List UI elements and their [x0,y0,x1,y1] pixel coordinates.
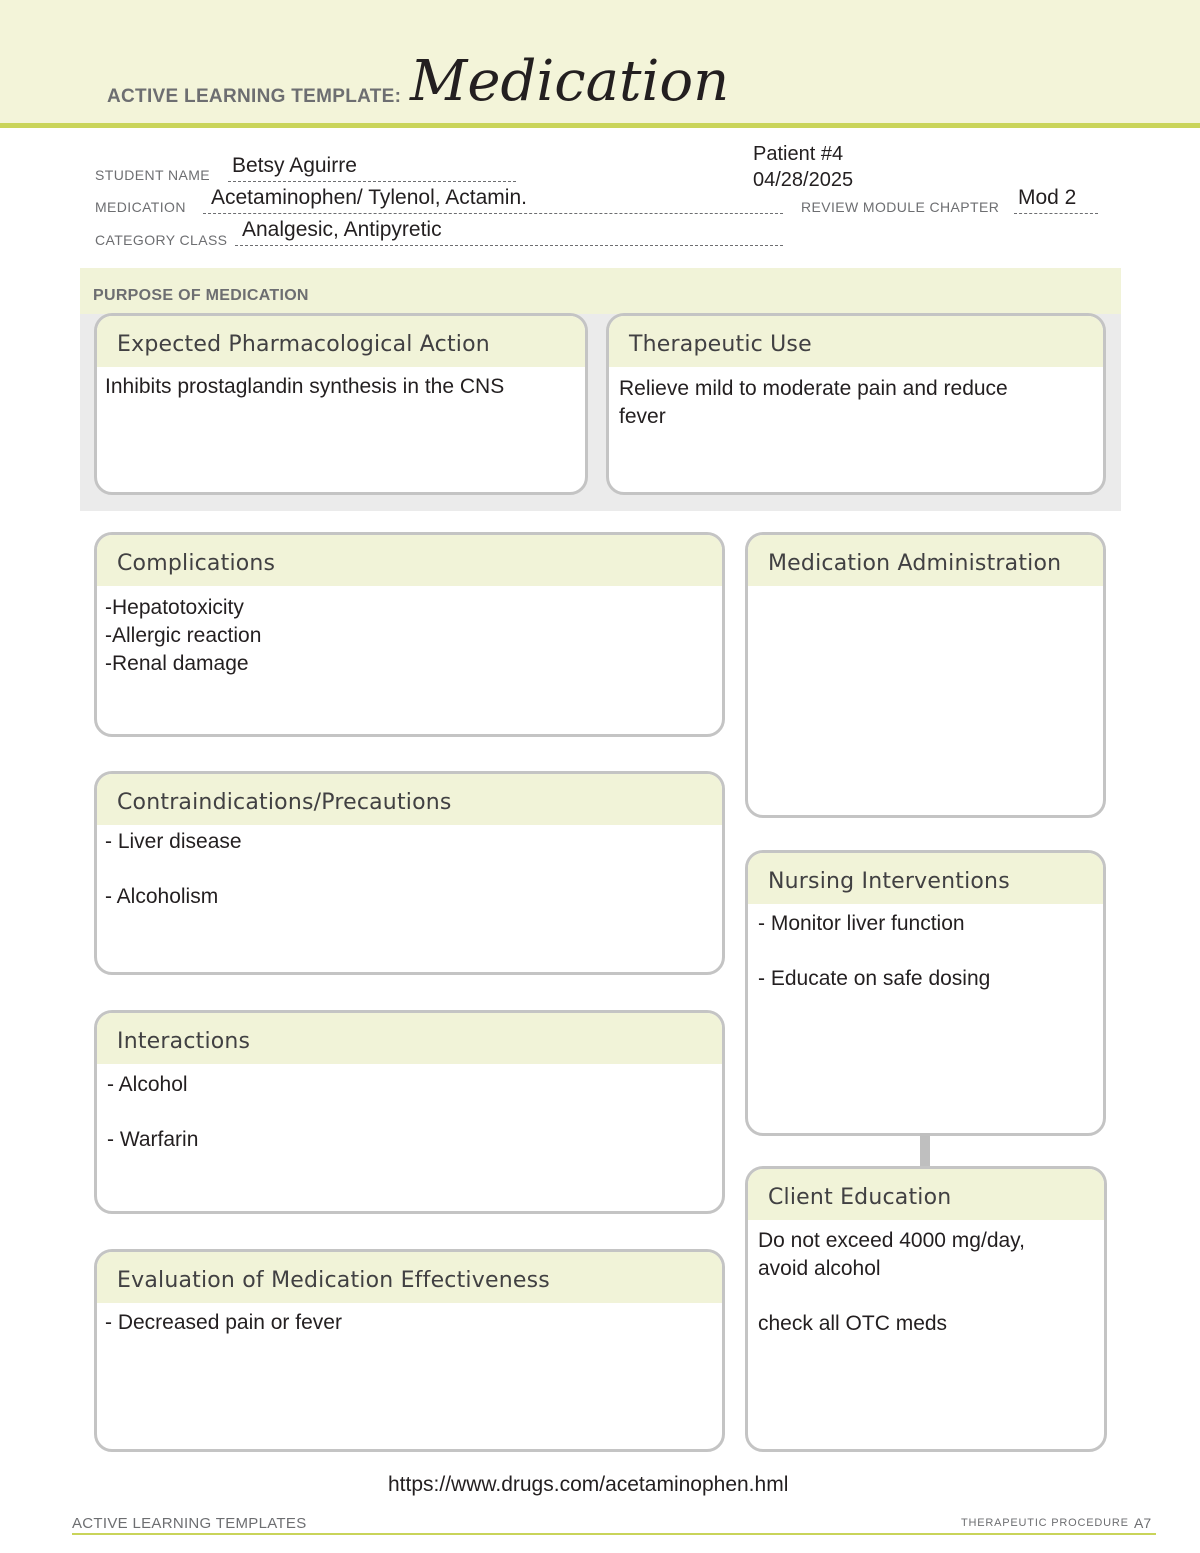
nursing-interventions-box[interactable] [745,850,1106,1136]
review-module-value[interactable]: Mod 2 [1018,186,1077,209]
patient-number: Patient #4 [753,143,844,165]
footer-rule [72,1533,1156,1535]
contraindications-box[interactable] [94,771,725,975]
category-class-label: CATEGORY CLASS [95,232,228,248]
medication-administration-title: Medication Administration [748,535,1103,586]
contraindications-line: - Alcoholism [105,885,219,908]
client-education-line: Do not exceed 4000 mg/day, [758,1229,1025,1252]
evaluation-title: Evaluation of Medication Effectiveness [97,1252,722,1303]
expected-action-line: Inhibits prostaglandin synthesis in the CNS [105,375,505,398]
page-number: A7 [1134,1515,1152,1531]
evaluation-line: - Decreased pain or fever [105,1311,342,1334]
complications-box[interactable] [94,532,725,737]
interactions-title: Interactions [97,1013,722,1064]
client-education-line: avoid alcohol [758,1257,881,1280]
purpose-label: PURPOSE OF MEDICATION [93,287,309,304]
review-module-underline [1014,213,1098,214]
header-rule [0,123,1200,128]
nursing-interventions-content [748,904,1103,993]
therapeutic-use-title: Therapeutic Use [609,316,1103,367]
expected-action-content [97,367,585,401]
interactions-box[interactable] [94,1010,725,1214]
template-label: ACTIVE LEARNING TEMPLATE: [107,86,402,107]
line-gap [758,938,1093,965]
connector-bar [920,1133,930,1167]
client-education-title: Client Education [748,1169,1104,1220]
review-module-label: REVIEW MODULE CHAPTER [801,199,1000,215]
client-education-box[interactable] [745,1166,1107,1452]
therapeutic-use-line: Relieve mild to moderate pain and reduce [619,377,1008,400]
evaluation-content [97,1303,722,1337]
expected-action-box[interactable] [94,313,588,495]
expected-action-title: Expected Pharmacological Action [97,316,585,367]
client-education-line: check all OTC meds [758,1312,948,1335]
student-name-value[interactable]: Betsy Aguirre [232,154,357,177]
line-gap [105,856,712,883]
interactions-line: - Warfarin [107,1128,199,1151]
line-gap [107,1099,712,1126]
complications-title: Complications [97,535,722,586]
complications-line: -Hepatotoxicity [105,596,244,619]
nursing-interventions-title: Nursing Interventions [748,853,1103,904]
source-url: https://www.drugs.com/acetaminophen.hml [388,1473,789,1496]
complications-line: -Renal damage [105,652,249,675]
contraindications-line: - Liver disease [105,830,242,853]
category-class-underline [235,245,783,246]
footer-left-label: ACTIVE LEARNING TEMPLATES [72,1515,307,1532]
contraindications-content [97,825,722,911]
therapeutic-use-content [609,367,1103,431]
medication-administration-content [748,586,1103,592]
therapeutic-use-line: fever [619,405,666,428]
interactions-content [97,1064,722,1154]
category-class-value[interactable]: Analgesic, Antipyretic [242,218,442,241]
student-name-underline [228,181,516,182]
complications-content [97,586,722,678]
nursing-interventions-line: - Educate on safe dosing [758,967,991,990]
therapeutic-use-box[interactable] [606,313,1106,495]
evaluation-box[interactable] [94,1249,725,1452]
page-title: Medication [410,49,730,114]
footer-right-label: THERAPEUTIC PROCEDURE [961,1517,1129,1529]
student-name-label: STUDENT NAME [95,167,210,183]
medication-label: MEDICATION [95,199,186,215]
interactions-line: - Alcohol [107,1073,188,1096]
complications-line: -Allergic reaction [105,624,262,647]
line-gap [758,1283,1094,1310]
medication-underline [203,213,783,214]
date: 04/28/2025 [753,169,854,191]
client-education-content [748,1220,1104,1338]
nursing-interventions-line: - Monitor liver function [758,912,965,935]
contraindications-title: Contraindications/Precautions [97,774,722,825]
medication-value[interactable]: Acetaminophen/ Tylenol, Actamin. [211,186,527,209]
medication-administration-box[interactable] [745,532,1106,818]
